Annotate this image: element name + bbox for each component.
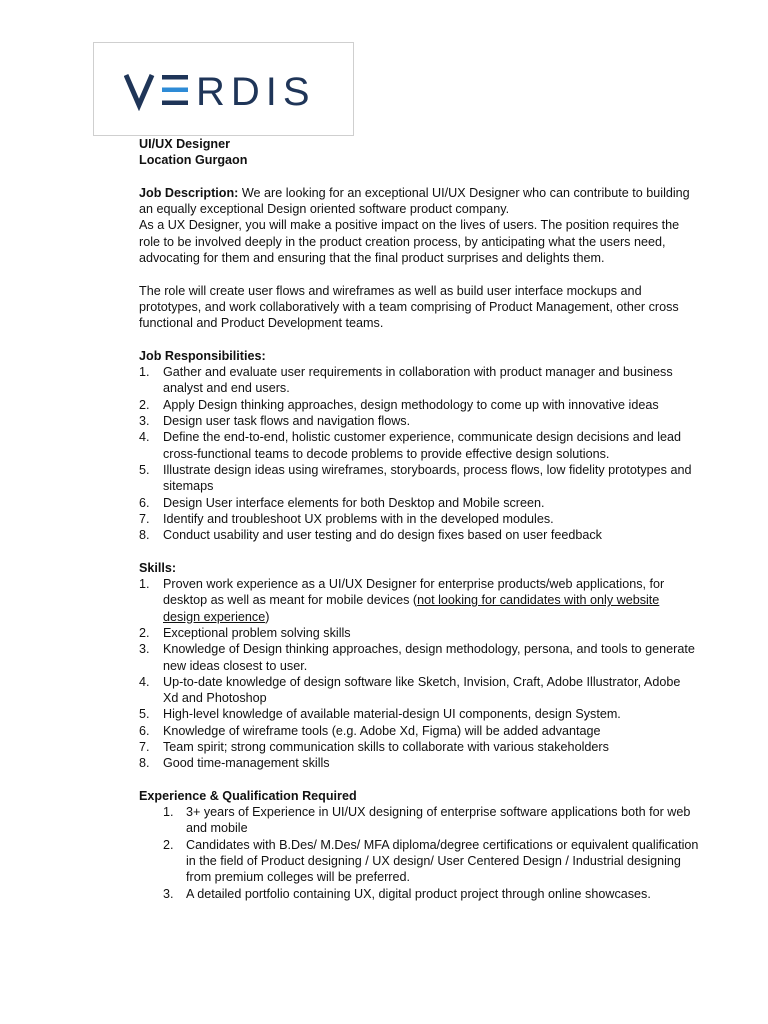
- list-item: 2. Apply Design thinking approaches, design methodology to come up with innovative ideas: [139, 397, 659, 412]
- job-description-document: [139, 136, 699, 902]
- list-item: 4. Define the end-to-end, holistic customer experience, communicate design decisions and lead cross-functional teams to decode problems to provide effective design solutions.: [139, 430, 682, 461]
- list-item: 5. High-level knowledge of available material-design UI components, design System.: [139, 707, 621, 722]
- skills-list: [139, 576, 699, 772]
- underlined-note: not looking for candidates with only website design experience: [163, 593, 660, 624]
- list-item: 7. Identify and troubleshoot UX problems with in the developed modules.: [139, 511, 554, 526]
- list-item: 1. Proven work experience as a UI/UX Designer for enterprise products/web applications, for desktop as well as meant for mobile devices (not looking for candidates with only website design experience): [139, 577, 665, 624]
- list-item: 1. 3+ years of Experience in UI/UX designing of enterprise software applications both for web and mobile: [163, 805, 691, 836]
- list-item: 1. Gather and evaluate user requirements in collaboration with product manager and business analyst and end users.: [139, 365, 673, 396]
- list-item: 5. Illustrate design ideas using wireframes, storyboards, process flows, low fidelity prototypes and sitemaps: [139, 462, 692, 494]
- verdis-logo: [124, 71, 324, 111]
- list-item: 2. Exceptional problem solving skills: [139, 625, 351, 640]
- list-item: 4. Up-to-date knowledge of design software like Sketch, Invision, Craft, Adobe Illustrator, Adobe Xd and Photoshop: [139, 674, 681, 706]
- role-paragraph: The role will create user flows and wireframes as well as build user interface mockups and prototypes, and work collaboratively with a team comprising of Product Management, other cross functional and Product Development teams.: [139, 283, 679, 331]
- list-item: 6. Design User interface elements for both Desktop and Mobile screen.: [139, 495, 545, 510]
- responsibilities-heading: Job Responsibilities:: [139, 348, 266, 363]
- skills-heading: Skills:: [139, 560, 177, 575]
- company-logo-box: [93, 42, 354, 136]
- experience-list: [139, 804, 699, 902]
- list-item: 3. A detailed portfolio containing UX, digital product project through online showcases.: [163, 886, 651, 901]
- job-description-paragraph: Job Description: We are looking for an exceptional UI/UX Designer who can contribute to building an equally exceptional Design oriented software product company.: [139, 185, 690, 217]
- experience-heading: Experience & Qualification Required: [139, 788, 357, 803]
- ux-designer-paragraph: As a UX Designer, you will make a positive impact on the lives of users. The position requires the role to be involved deeply in the product creation process, by anticipating what the users need, advocating for them and ensuring that the final product surprises and delights them.: [139, 218, 680, 266]
- list-item: 8. Conduct usability and user testing and do design fixes based on user feedback: [139, 528, 602, 543]
- list-item: 2. Candidates with B.Des/ M.Des/ MFA diploma/degree certifications or equivalent qualification in the field of Product designing / UX design/ User Centered Design / Industrial designing from premium colleges will be preferred.: [163, 837, 699, 885]
- svg-text:RDIS: RDIS: [196, 71, 316, 111]
- list-item: 7. Team spirit; strong communication skills to collaborate with various stakeholders: [139, 739, 609, 754]
- list-item: 3. Design user task flows and navigation flows.: [139, 414, 411, 429]
- job-title: UI/UX Designer: [139, 137, 230, 151]
- job-description-label: Job Description:: [139, 185, 239, 200]
- job-location: Location Gurgaon: [139, 153, 248, 168]
- list-item: 3. Knowledge of Design thinking approaches, design methodology, persona, and tools to generate new ideas closest to user.: [139, 642, 695, 673]
- list-item: 8. Good time-management skills: [139, 756, 330, 771]
- list-item: 6. Knowledge of wireframe tools (e.g. Adobe Xd, Figma) will be added advantage: [139, 723, 601, 738]
- responsibilities-list: [139, 364, 699, 543]
